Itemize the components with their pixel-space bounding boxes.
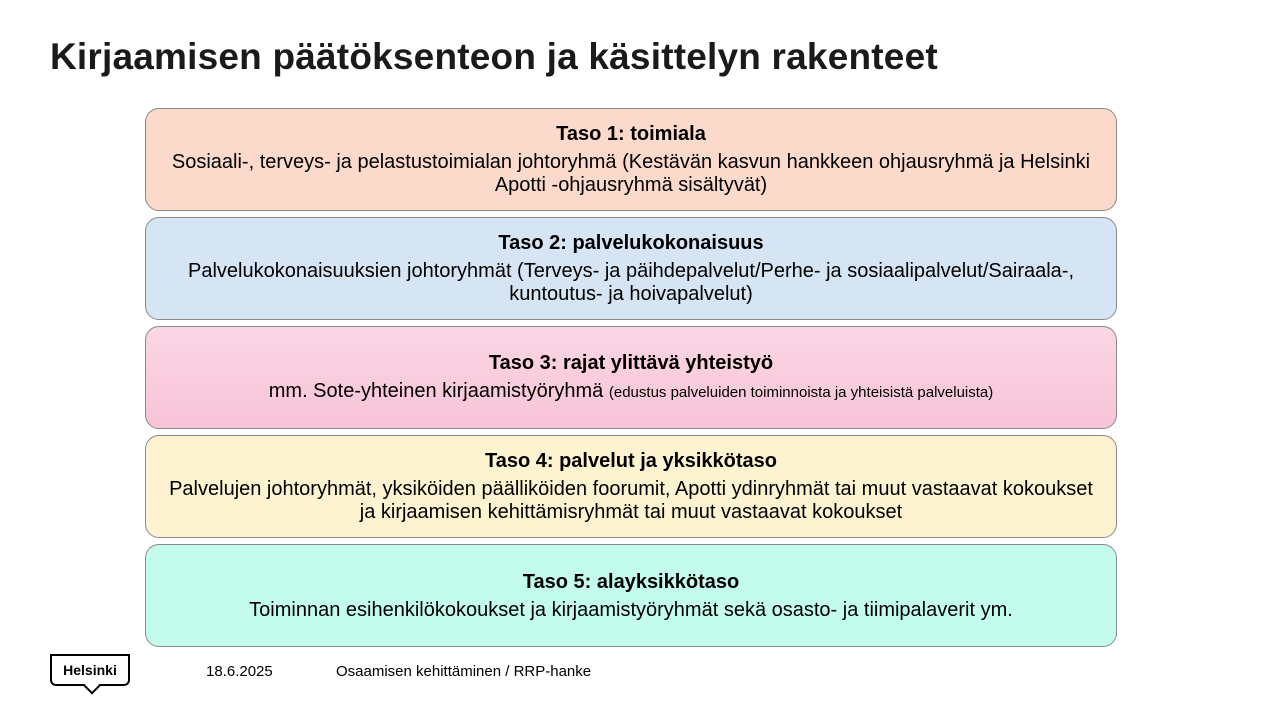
level-3-description-row [249, 380, 1014, 404]
level-3-heading: Taso 3: rajat ylittävä yhteistyö [488, 352, 774, 374]
level-2-heading: Taso 2: palvelukokonaisuus [498, 232, 764, 254]
level-3-description: mm. Sote-yhteinen kirjaamistyöryhmä [268, 380, 604, 402]
level-3-note: (edustus palveluiden toiminnoista ja yhteisistä palveluista) [608, 384, 994, 401]
level-2-box [145, 217, 1117, 320]
page-title: Kirjaamisen päätöksenteon ja käsittelyn rakenteet [50, 36, 938, 77]
level-3-box [145, 326, 1117, 429]
footer-project: Osaamisen kehittäminen / RRP-hanke [336, 663, 592, 680]
level-5-heading: Taso 5: alayksikkötaso [522, 570, 740, 593]
helsinki-logo [50, 654, 130, 686]
level-5-box [145, 544, 1117, 647]
level-2-description: Palvelukokonaisuuksien johtoryhmät (Terveys- ja päihdepalvelut/Perhe- ja sosiaalipalvelut/Sairaala-, kuntoutus- ja hoivapalvelut) [187, 260, 1075, 305]
levels-diagram [145, 108, 1117, 653]
level-4-heading: Taso 4: palvelut ja yksikkötaso [485, 450, 777, 472]
footer [0, 650, 1280, 700]
level-1-description: Sosiaali-, terveys- ja pelastustoimialan johtoryhmä (Kestävän kasvun hankkeen ohjausryhmä ja Helsinki Apotti -ohjausryhmä sisältyvät) [171, 151, 1091, 196]
level-1-box [145, 108, 1117, 211]
logo-text: Helsinki [63, 662, 117, 678]
level-4-box [145, 435, 1117, 538]
footer-date: 18.6.2025 [206, 663, 273, 680]
level-5-description: Toiminnan esihenkilökokoukset ja kirjaamistyöryhmät sekä osasto- ja tiimipalaverit ym. [249, 598, 1013, 621]
level-1-heading: Taso 1: toimiala [556, 123, 706, 145]
level-4-description: Palvelujen johtoryhmät, yksiköiden päälliköiden foorumit, Apotti ydinryhmät tai muut vastaavat kokoukset ja kirjaamisen kehittämisryhmät tai muut vastaavat kokoukset [169, 478, 1093, 523]
